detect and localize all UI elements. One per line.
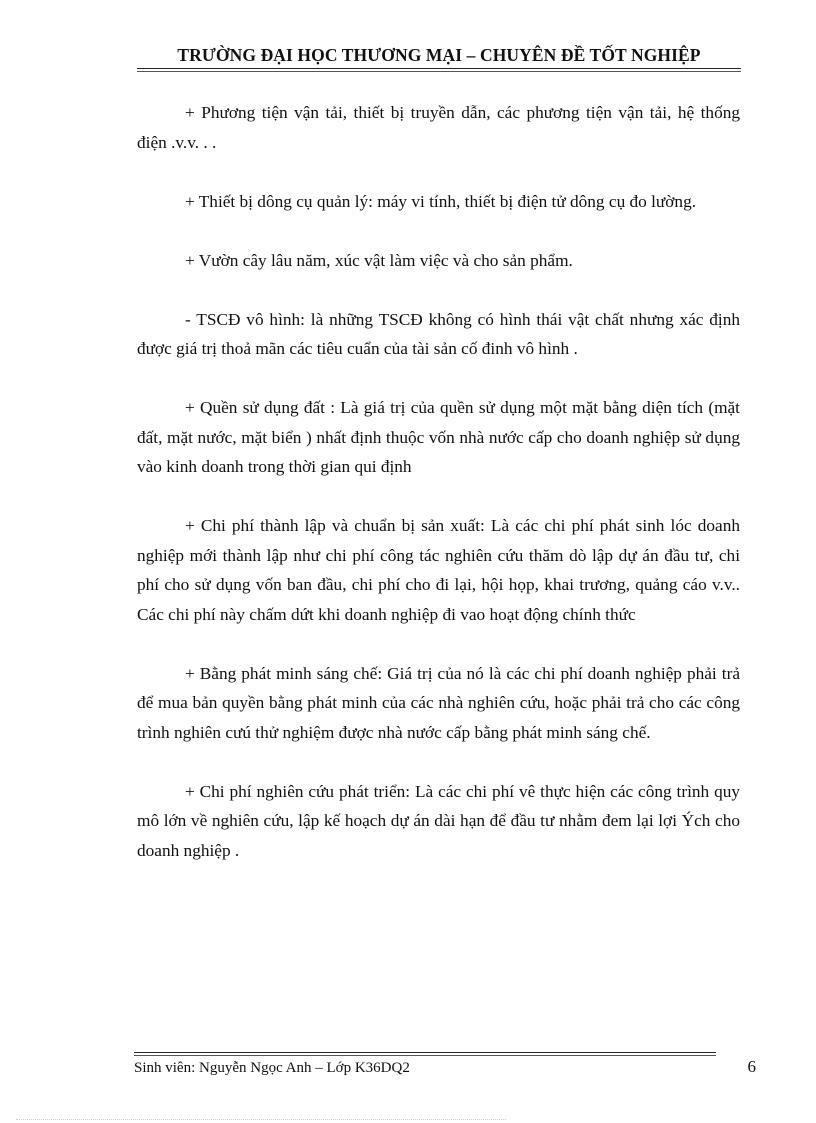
- footer-student-info: Sinh viên: Nguyễn Ngọc Anh – Lớp K36DQ2: [134, 1060, 410, 1076]
- page-footer: [134, 1052, 764, 1077]
- paragraph-patents: + Bằng phát minh sáng chế: Giá trị của nó là các chi phí doanh nghiệp phải trả để mua bản quyền bằng phát minh của các nhà nghiên cứu, hoặc phải trả cho các công trình nghiên cưú thử nghiệm được nhà nước cấp bằng phát minh sáng chế.: [137, 663, 740, 742]
- page-bottom-dotted-line: [16, 1119, 506, 1120]
- paragraph-intangible-assets: - TSCĐ vô hình: là những TSCĐ không có hình thái vật chất nhưng xác định được giá trị thoả mãn các tiêu cuẩn của tài sản cố đinh vô hình .: [137, 309, 740, 358]
- header-divider: [137, 68, 741, 69]
- paragraph-land-use-rights: + Quền sử dụng đất : Là giá trị của quền sử dụng một mặt bằng diện tích (mặt đất, mặt nước, mặt biển ) nhất định thuộc vốn nhà nước cấp cho doanh nghiệp sử dụng vào kinh doanh trong thời gian qui định: [137, 398, 740, 476]
- footer-divider: [134, 1052, 716, 1053]
- page-header: [137, 44, 741, 69]
- header-title: TRƯỜNG ĐẠI HỌC THƯƠNG MẠI – CHUYÊN ĐỀ TỐT NGHIỆP: [177, 45, 701, 65]
- paragraph-establishment-costs: + Chi phí thành lập và chuẩn bị sản xuất: Là các chi phí phát sinh lóc doanh nghiệp mới thành lập như chi phí công tác nghiên cứu thăm dò lập dự án đầu tư, chi phí cho sử dụng vốn ban đầu, chi phí cho đi lại, hội họp, khai trương, quảng cáo v.v.. Các chi phí này chấm dứt khi doanh nghiệp đi vao hoạt động chính thức: [137, 516, 740, 624]
- paragraph-transport-equipment: + Phương tiện vận tải, thiết bị truyền dẫn, các phương tiện vận tải, hệ thống điện .v.v. . .: [137, 103, 740, 152]
- paragraph-research-development: + Chi phí nghiên cứu phát triển: Là các chi phí vê thực hiện các công trình quy mô lớn về nghiên cứu, lập kế hoạch dự án dài hạn để đầu tư nhằm đem lại lợi Ých cho doanh nghiệp .: [137, 781, 740, 860]
- paragraph-management-tools: + Thiết bị dông cụ quản lý: máy vi tính, thiết bị điện tử dông cụ đo lường.: [185, 191, 697, 211]
- paragraph-perennial-plants: + Vườn cây lâu năm, xúc vật làm việc và cho sản phẩm.: [185, 250, 573, 270]
- page-number: 6: [747, 1057, 756, 1076]
- document-body: [137, 98, 740, 895]
